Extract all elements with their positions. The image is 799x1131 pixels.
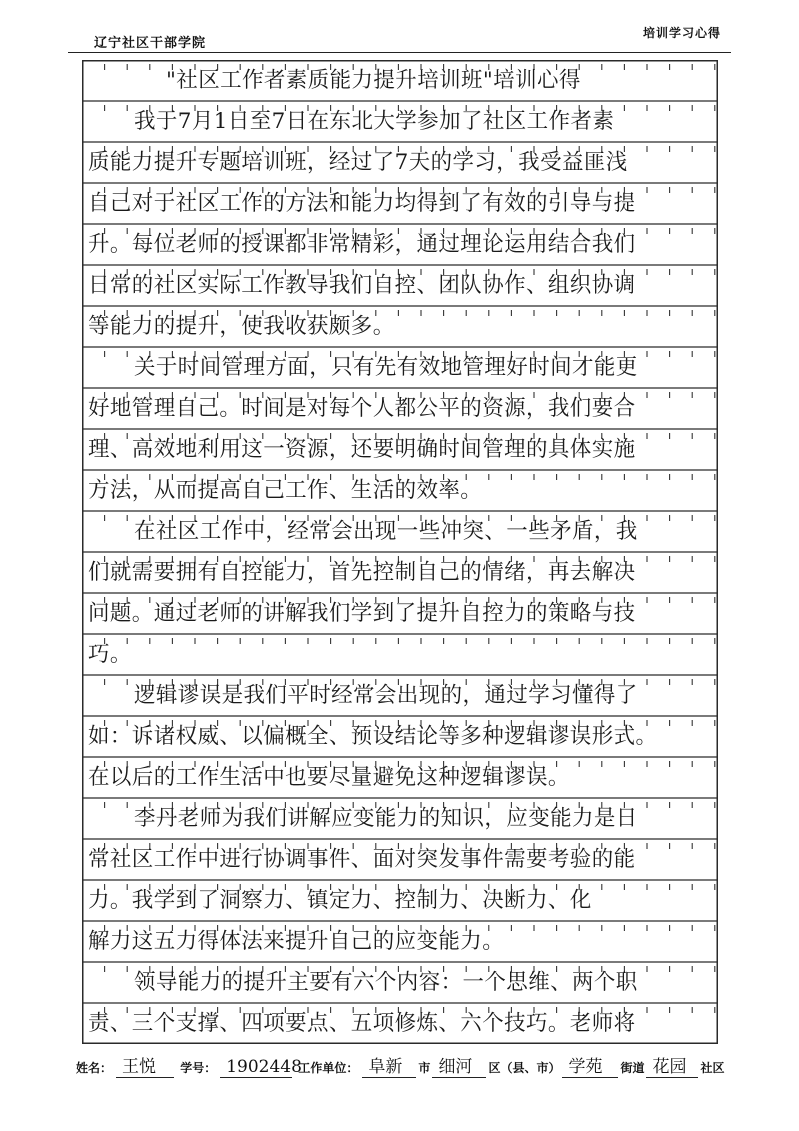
essay-line: 常社区工作中进行协调事件、面对突发事件需要考验的能 xyxy=(88,847,636,872)
writing-sheet xyxy=(82,60,718,1044)
header-divider xyxy=(68,52,731,53)
essay-line: 李丹老师为我们讲解应变能力的知识，应变能力是日 xyxy=(134,806,638,831)
essay-line: 日常的社区实际工作教导我们自控、团队协作、组织协调 xyxy=(88,273,636,298)
essay-line: 们就需要拥有自控能力，首先控制自己的情绪，再去解决 xyxy=(88,560,636,585)
essay-line: 问题。通过老师的讲解我们学到了提升自控力的策略与技 xyxy=(88,601,636,626)
essay-line: 领导能力的提升主要有六个内容：一个思维、两个职 xyxy=(134,970,638,995)
essay-line: 在以后的工作生活中也要尽量避免这种逻辑谬误。 xyxy=(88,765,570,790)
id-value: 1902448 xyxy=(220,1057,292,1078)
city-suffix: 市 xyxy=(418,1061,431,1075)
name-label: 姓名： xyxy=(76,1061,113,1075)
essay-line: 责、三个支撑、四项要点、五项修炼、六个技巧。老师将 xyxy=(88,1011,636,1036)
essay-line: 方法，从而提高自己工作、生活的效率。 xyxy=(88,478,483,503)
student-info-footer xyxy=(76,1052,724,1078)
essay-line: 等能力的提升，使我收获颇多。 xyxy=(88,314,395,339)
street-value: 学苑 xyxy=(562,1052,618,1078)
essay-line: 升。每位老师的授课都非常精彩，通过理论运用结合我们 xyxy=(88,232,636,257)
name-value: 王悦 xyxy=(116,1052,174,1078)
community-suffix: 社区 xyxy=(700,1061,725,1075)
city-value: 阜新 xyxy=(362,1052,416,1078)
district-suffix: 区（县、市） xyxy=(488,1061,561,1075)
district-value: 细河 xyxy=(432,1052,486,1078)
id-label: 学号： xyxy=(180,1061,217,1075)
essay-title: "社区工作者素质能力提升培训班"培训心得 xyxy=(166,68,581,93)
essay-line: 逻辑谬误是我们平时经常会出现的，通过学习懂得了 xyxy=(134,683,638,708)
document-type: 培训学习心得 xyxy=(642,26,721,40)
essay-line: 在社区工作中，经常会出现一些冲突、一些矛盾，我 xyxy=(134,519,638,544)
essay-line: 我于7月1日至7日在东北大学参加了社区工作者素 xyxy=(134,109,615,134)
essay-line: 关于时间管理方面，只有先有效地管理好时间才能更 xyxy=(134,355,638,380)
street-suffix: 街道 xyxy=(620,1061,645,1075)
essay-line: 解力这五力得体法来提升自己的应变能力。 xyxy=(88,929,505,954)
institution-name: 辽宁社区干部学院 xyxy=(94,36,207,51)
unit-label: 工作单位： xyxy=(298,1061,359,1075)
essay-line: 质能力提升专题培训班，经过了7天的学习，我受益匪浅 xyxy=(88,150,628,175)
essay-line: 自己对于社区工作的方法和能力均得到了有效的引导与提 xyxy=(88,191,636,216)
essay-line: 如：诉诸权威、以偏概全、预设结论等多种逻辑谬误形式。 xyxy=(88,724,658,749)
essay-line: 好地管理自己。时间是对每个人都公平的资源，我们要合 xyxy=(88,396,636,421)
essay-line: 巧。 xyxy=(88,642,132,667)
essay-line: 理、高效地利用这一资源，还要明确时间管理的具体实施 xyxy=(88,437,636,462)
essay-line: 力。我学到了洞察力、镇定力、控制力、决断力、化 xyxy=(88,888,592,913)
community-value: 花园 xyxy=(646,1052,698,1078)
